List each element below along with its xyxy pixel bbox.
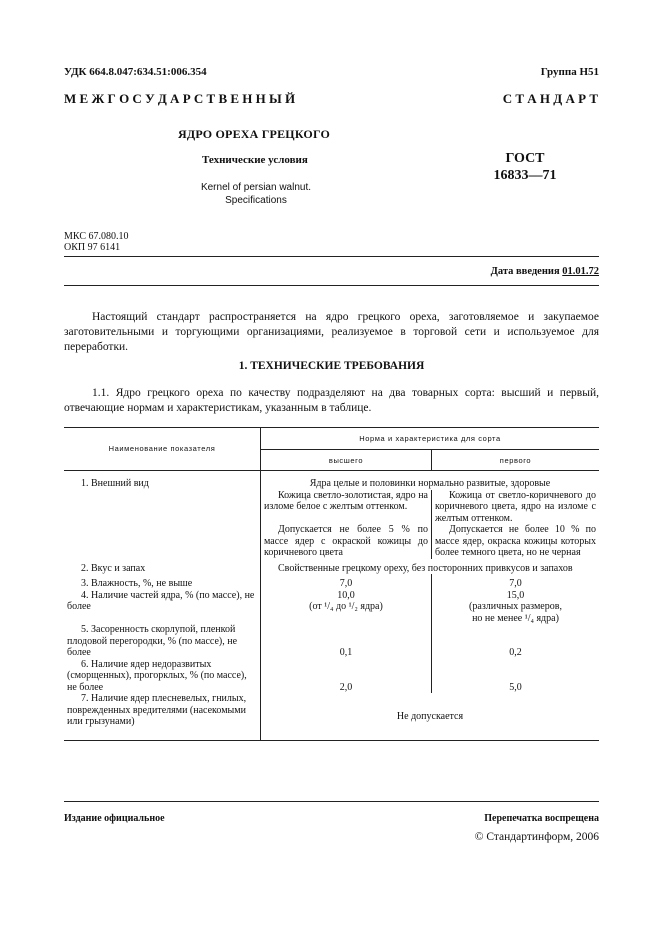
header-norm: Норма и характеристика для сорта xyxy=(261,428,600,450)
section-heading: 1. ТЕХНИЧЕСКИЕ ТРЕБОВАНИЯ xyxy=(238,360,425,372)
row4-name: 4. Наличие частей ядра, % (по массе), не более xyxy=(67,589,255,612)
english-title-line1: Kernel of persian walnut. xyxy=(200,182,312,193)
copyright: © Стандартинформ, 2006 xyxy=(474,831,599,843)
official-edition: Издание официальное xyxy=(64,813,165,824)
row4-first xyxy=(432,590,600,625)
row7-name: 7. Наличие ядер плесневелых, гнилых, поврежденных вредителями (насекомыми или грызунами) xyxy=(67,693,247,727)
row4-first-note-2: но не менее ¹/₄ ядра) xyxy=(472,612,559,624)
row2-common: Свойственные грецкому ореху, без посторонних привкусов и запахов xyxy=(261,559,600,575)
reprint-forbidden: Перепечатка воспрещена xyxy=(484,813,599,824)
gost-designation xyxy=(490,150,560,184)
row1-first-allowance: Допускается не более 10 % по массе ядер, окраска кожицы которых более темного цвета, но не черная xyxy=(432,524,600,559)
date-value: 01.01.72 xyxy=(562,266,599,277)
banner-word-standard: С Т А Н Д А Р Т xyxy=(502,91,598,106)
gost-label: ГОСТ xyxy=(505,151,545,166)
row6-name: 6. Наличие ядер недоразвитых (сморщенных), прогорклых, % (по массе), не более xyxy=(67,658,247,693)
banner-word-interstate: М Е Ж Г О С У Д А Р С Т В Е Н Н Ы Й xyxy=(64,91,296,106)
row1-top-appearance: Кожица светло-золотистая, ядро на изломе белое с желтым оттенком. xyxy=(261,490,432,525)
footer-divider xyxy=(64,801,599,802)
udk-code: УДК 664.8.047:634.51:006.354 xyxy=(64,66,207,78)
row6-first: 5,0 xyxy=(432,659,600,694)
gost-number: 16833—71 xyxy=(493,168,557,183)
date-label: Дата введения xyxy=(490,266,563,277)
row4-top-note: (от ¹/₄ до ¹/₂ ядра) xyxy=(309,601,383,612)
row1-name: 1. Внешний вид xyxy=(81,478,149,489)
requirements-table xyxy=(64,427,599,741)
header-indicator: Наименование показателя xyxy=(64,428,261,471)
row1-top-allowance: Допускается не более 5 % по массе ядер с окраской кожицы до коричневого цвета xyxy=(261,524,432,559)
row4-first-note-1: (различных размеров, xyxy=(469,601,562,612)
row5-name: 5. Засоренность скорлупой, пленкой плодовой перегородки, % (по массе), не более xyxy=(67,624,238,658)
row5-first: 0,2 xyxy=(432,624,600,659)
date-divider xyxy=(64,285,599,286)
group-code: Группа Н51 xyxy=(540,66,599,78)
introduction-date xyxy=(491,266,599,277)
row7-common: Не допускается xyxy=(261,693,600,740)
row4-top xyxy=(261,590,432,625)
row4-first-value: 15,0 xyxy=(506,589,525,601)
row4-top-value: 10,0 xyxy=(337,589,355,601)
row1-common: Ядра целые и половинки нормально развитые, здоровые xyxy=(261,471,600,490)
row3-first: 7,0 xyxy=(432,574,600,590)
row6-top: 2,0 xyxy=(261,659,432,694)
row2-name: 2. Вкус и запах xyxy=(81,562,146,574)
header-grade-first: первого xyxy=(432,449,600,471)
row3-top: 7,0 xyxy=(261,574,432,590)
intro-paragraph: Настоящий стандарт распространяется на ядро грецкого ореха, заготовляемое и закупаемое заготовительными и торгующими организациями, реализуемое в торговой сети и используемое для переработки. xyxy=(64,311,599,353)
english-title-line2: Specifications xyxy=(225,195,287,206)
mks-code: МКС 67.080.10 xyxy=(64,231,129,242)
top-divider xyxy=(64,256,599,257)
english-title xyxy=(170,181,342,207)
row1-first-appearance: Кожица от светло-коричневого до коричневого цвета, ядро на изломе с желтым оттенком. xyxy=(432,490,600,525)
standard-banner xyxy=(64,91,598,107)
row3-name: 3. Влажность, %, не выше xyxy=(81,578,193,589)
row5-top: 0,1 xyxy=(261,624,432,659)
clause-1-1: 1.1. Ядро грецкого ореха по качеству подразделяют на два товарных сорта: высший и первый, отвечающие нормам и характеристикам, указанным в таблице. xyxy=(64,387,599,414)
classification-codes xyxy=(64,231,128,253)
document-subtitle: Технические условия xyxy=(202,154,308,166)
okp-code: ОКП 97 6141 xyxy=(64,242,121,253)
header-grade-top: высшего xyxy=(261,449,432,471)
document-title: ЯДРО ОРЕХА ГРЕЦКОГО xyxy=(178,127,331,141)
